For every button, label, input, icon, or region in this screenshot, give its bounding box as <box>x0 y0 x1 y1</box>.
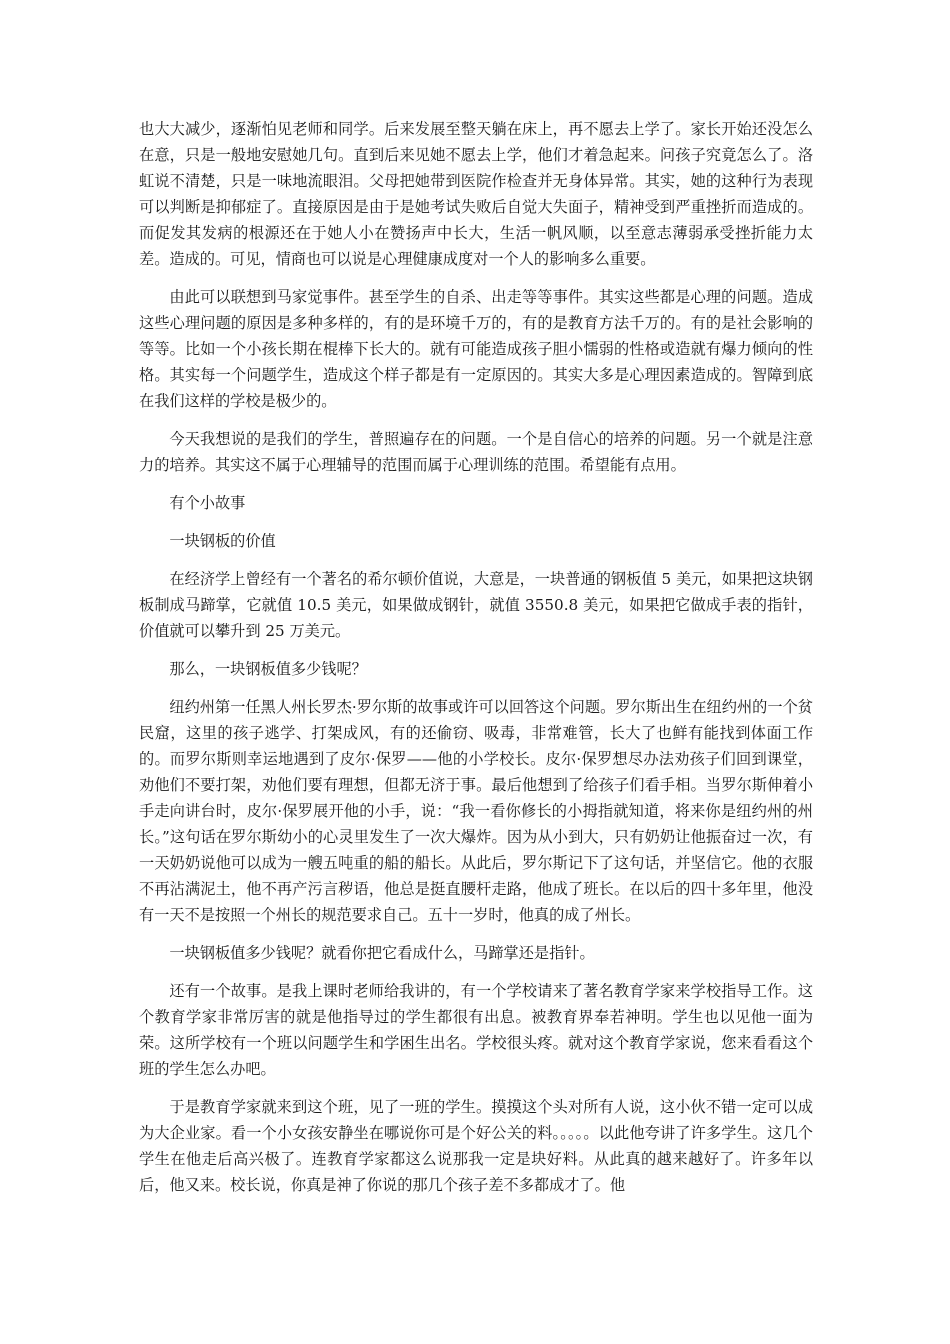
paragraph-2: 由此可以联想到马家觉事件。甚至学生的自杀、出走等等事件。其实这些都是心理的问题。造成这些心理问题的原因是多种多样的，有的是环境千万的，有的是教育方法千万的。有的是社会影响的等等。比如一个小孩长期在棍棒下长大的。就有可能造成孩子胆小懦弱的性格或造就有爆力倾向的性格。其实每一个问题学生，造成这个样子都是有一定原因的。其实大多是心理因素造成的。智障到底在我们这样的学校是极少的。 <box>139 288 813 410</box>
paragraph-4: 有个小故事 <box>169 494 246 512</box>
paragraph-1: 也大大减少，逐渐怕见老师和同学。后来发展至整天躺在床上，再不愿去上学了。家长开始还没怎么在意，只是一般地安慰她几句。直到后来见她不愿去上学，他们才着急起来。问孩子究竟怎么了。洛虹说不清楚，只是一味地流眼泪。父母把她带到医院作检查并无身体异常。其实，她的这种行为表现可以判断是抑郁症了。直接原因是由于是她考试失败后自觉大失面子，精神受到严重挫折而造成的。而促发其发病的根源还在于她人小在赞扬声中长大，生活一帆风顺，以至意志薄弱承受挫折能力太差。造成的。可见，情商也可以说是心理健康成度对一个人的影响多么重要。 <box>139 120 813 268</box>
paragraph-3: 今天我想说的是我们的学生，普照遍存在的问题。一个是自信心的培养的问题。另一个就是注意力的培养。其实这不属于心理辅导的范围而属于心理训练的范围。希望能有点用。 <box>139 430 813 474</box>
paragraph-8: 纽约州第一任黑人州长罗杰·罗尔斯的故事或许可以回答这个问题。罗尔斯出生在纽约州的一个贫民窟，这里的孩子逃学、打架成风，有的还偷窃、吸毒，非常难管，长大了也鲜有能找到体面工作的。而罗尔斯则幸运地遇到了皮尔·保罗——他的小学校长。皮尔·保罗想尽办法劝孩子们回到课堂，劝他们不要打架，劝他们要有理想，但都无济于事。最后他想到了给孩子们看手相。当罗尔斯伸着小手走向讲台时，皮尔·保罗展开他的小手，说：“我一看你修长的小拇指就知道，将来你是纽约州的州长。”这句话在罗尔斯幼小的心灵里发生了一次大爆炸。因为从小到大，只有奶奶让他振奋过一次，有一天奶奶说他可以成为一艘五吨重的船的船长。从此后，罗尔斯记下了这句话，并坚信它。他的衣服不再沾满泥土，他不再产污言秽语，他总是挺直腰杆走路，他成了班长。在以后的四十多年里，他没有一天不是按照一个州长的规范要求自己。五十一岁时，他真的成了州长。 <box>139 698 813 924</box>
paragraph-10: 还有一个故事。是我上课时老师给我讲的，有一个学校请来了著名教育学家来学校指导工作。这个教育学家非常厉害的就是他指导过的学生都很有出息。被教育界奉若神明。学生也以见他一面为荣。这所学校有一个班以问题学生和学困生出名。学校很头疼。就对这个教育学家说，您来看看这个班的学生怎么办吧。 <box>139 982 813 1078</box>
paragraph-5: 一块钢板的价值 <box>169 532 276 550</box>
paragraph-7: 那么，一块钢板值多少钱呢？ <box>169 660 367 678</box>
paragraph-6: 在经济学上曾经有一个著名的希尔顿价值说，大意是，一块普通的钢板值 5 美元，如果把这块钢板制成马蹄掌，它就值 10.5 美元，如果做成钢针，就值 3550.8 美元，如果把它做成手表的指针，价值就可以攀升到 25 万美元。 <box>139 570 813 640</box>
paragraph-9: 一块钢板值多少钱呢？就看你把它看成什么，马蹄掌还是指针。 <box>169 944 595 962</box>
document-page <box>139 116 813 1210</box>
paragraph-11: 于是教育学家就来到这个班，见了一班的学生。摸摸这个头对所有人说，这小伙不错一定可以成为大企业家。看一个小女孩安静坐在哪说你可是个好公关的料。。。。。以此他夸讲了许多学生。这几个学生在他走后高兴极了。连教育学家都这么说那我一定是块好料。从此真的越来越好了。许多年以后，他又来。校长说，你真是神了你说的那几个孩子差不多都成才了。他 <box>139 1098 813 1194</box>
